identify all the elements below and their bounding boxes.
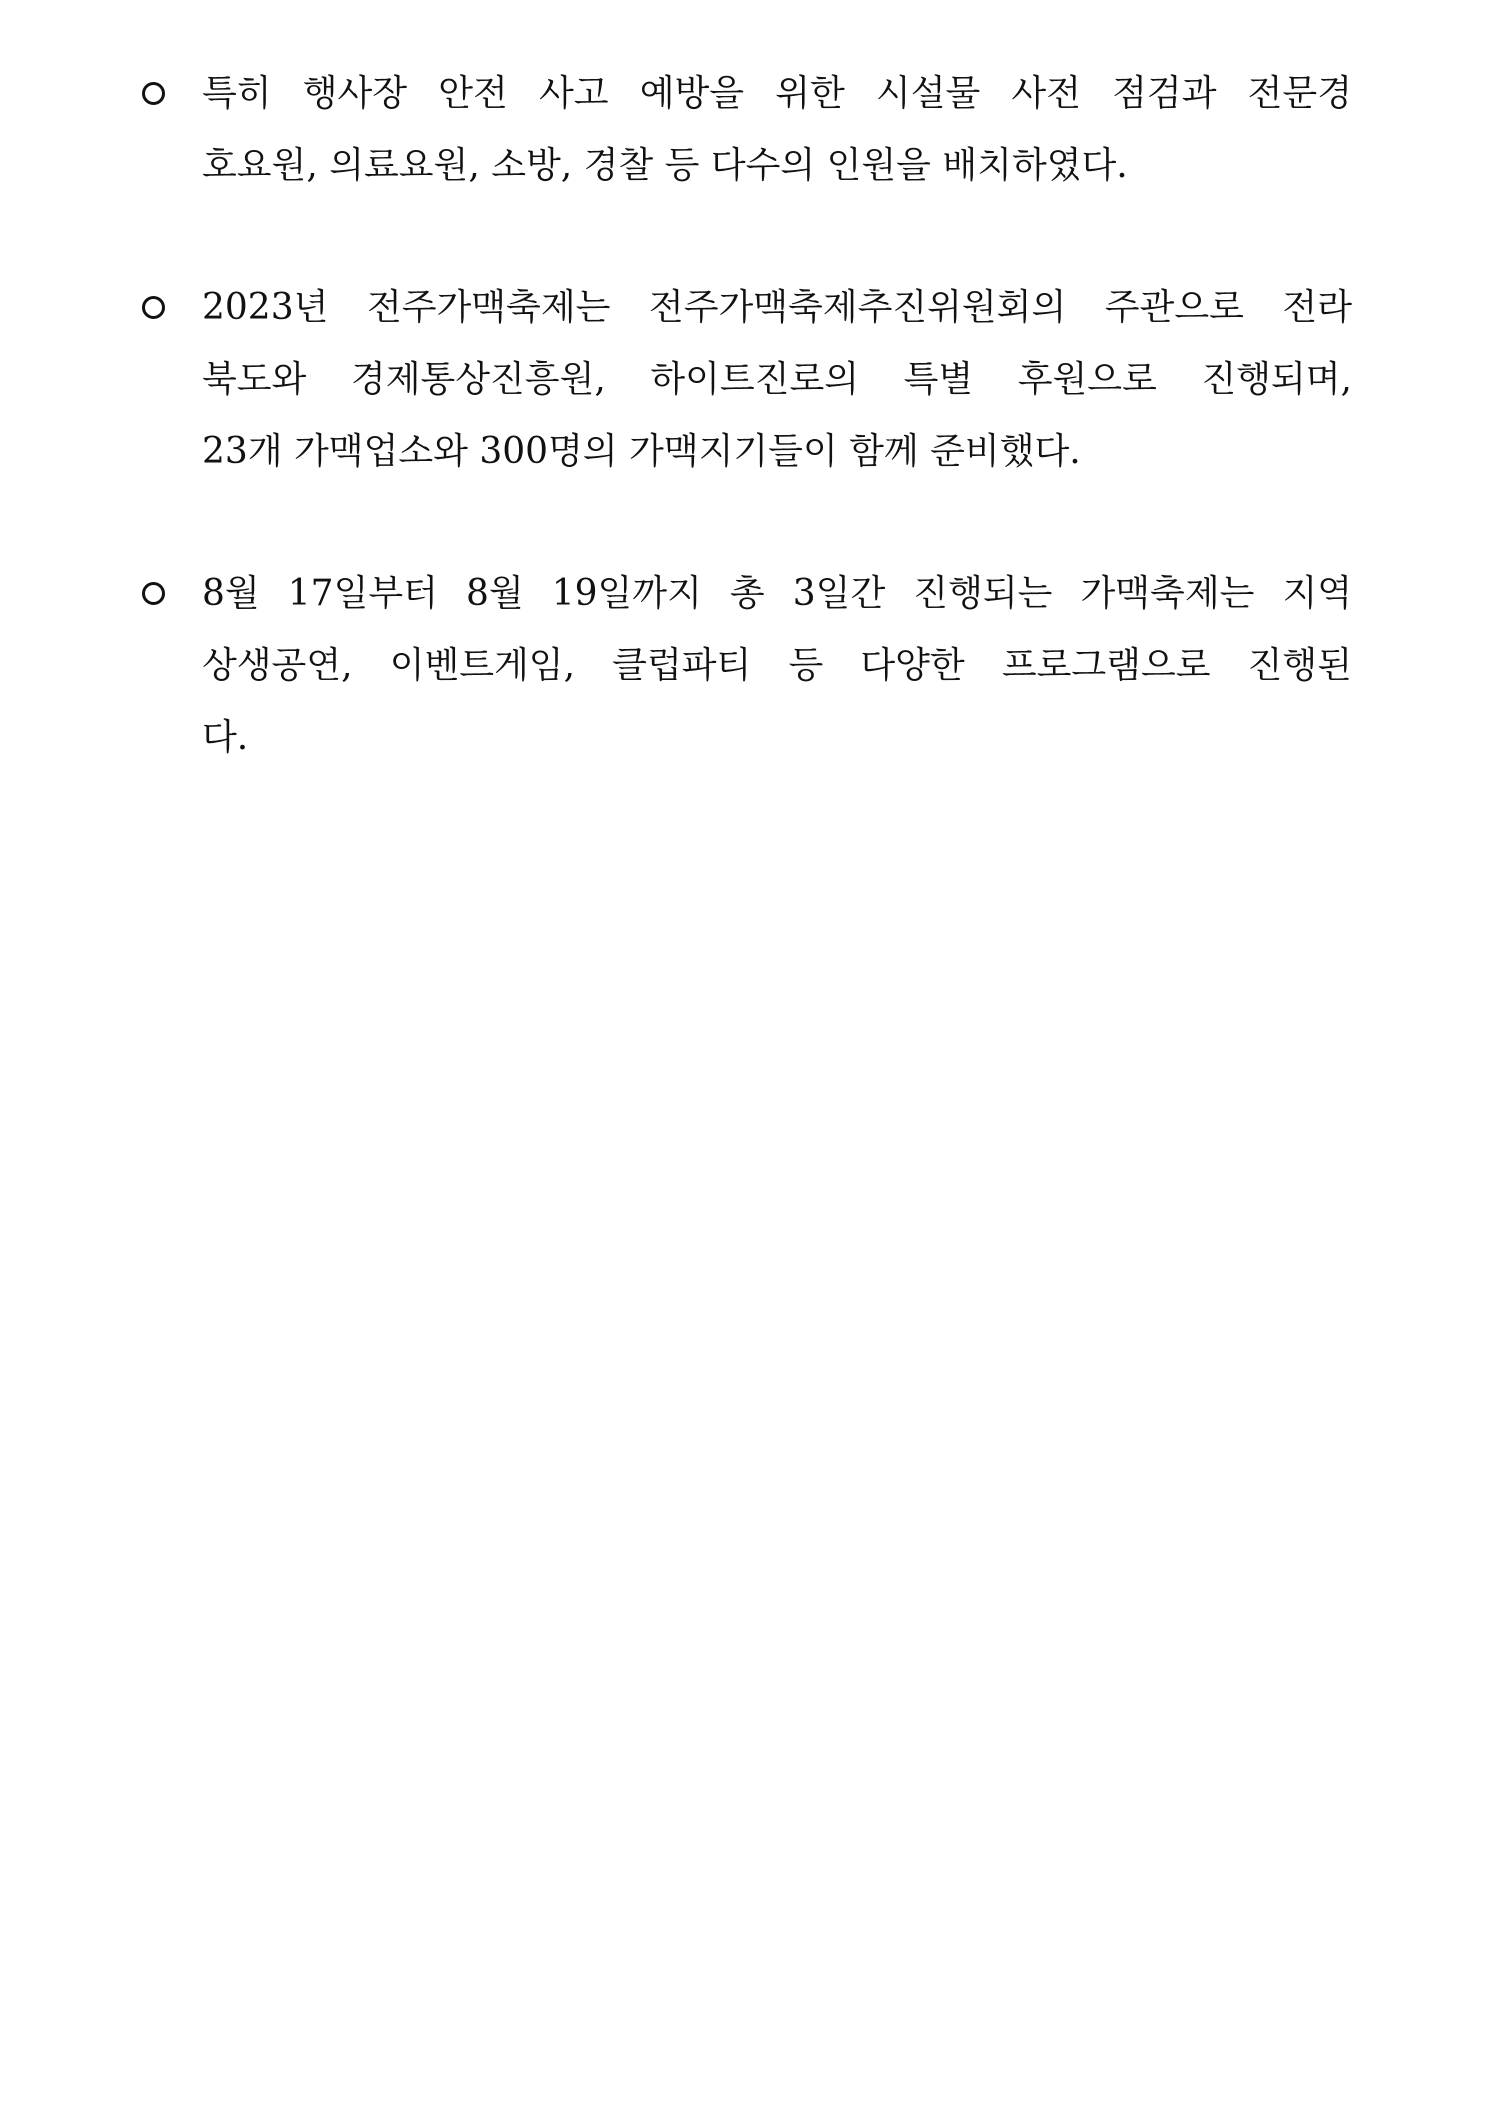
text-line: 호요원, 의료요원, 소방, 경찰 등 다수의 인원을 배치하였다. bbox=[202, 145, 1128, 186]
text-line: 북도와 경제통상진흥원, 하이트진로의 특별 후원으로 진행되며, bbox=[202, 359, 1352, 400]
text-line: 다. bbox=[202, 717, 249, 758]
bullet-text bbox=[202, 73, 1352, 220]
bullet-text bbox=[202, 573, 1352, 792]
bullet-text bbox=[202, 287, 1352, 506]
text-line: 2023년 전주가맥축제는 전주가맥축제추진위원회의 주관으로 전라 bbox=[202, 287, 1352, 328]
circle-bullet-icon bbox=[142, 582, 165, 605]
text-line: 특히 행사장 안전 사고 예방을 위한 시설물 사전 점검과 전문경 bbox=[202, 73, 1352, 114]
text-line: 23개 가맥업소와 300명의 가맥지기들이 함께 준비했다. bbox=[202, 431, 1081, 472]
circle-bullet-icon bbox=[142, 296, 165, 319]
circle-bullet-icon bbox=[142, 82, 165, 105]
text-line: 상생공연, 이벤트게임, 클럽파티 등 다양한 프로그램으로 진행된 bbox=[202, 645, 1352, 686]
text-line: 8월 17일부터 8월 19일까지 총 3일간 진행되는 가맥축제는 지역 bbox=[202, 573, 1352, 614]
